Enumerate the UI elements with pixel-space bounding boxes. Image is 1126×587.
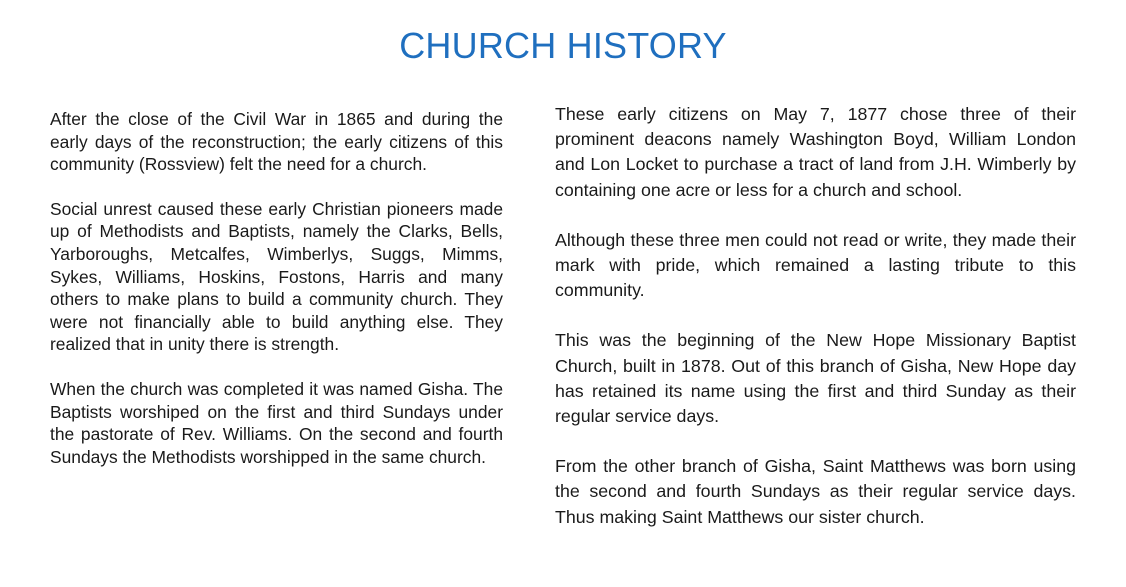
page-title: CHURCH HISTORY xyxy=(399,25,727,66)
right-column xyxy=(555,102,1076,555)
paragraph-church-completed: When the church was completed it was named Gisha. The Baptists worshiped on the first and third Sundays under the pastorate of Rev. Williams. On the second and fourth Sundays the Methodists worshipped in the same church. xyxy=(50,378,503,467)
paragraph-saint-matthews: From the other branch of Gisha, Saint Matthews was born using the second and fourth Sundays as their regular service days. Thus making Saint Matthews our sister church. xyxy=(555,456,1076,527)
left-column xyxy=(50,108,503,490)
paragraph-social-unrest: Social unrest caused these early Christian pioneers made up of Methodists and Baptists, namely the Clarks, Bells, Yarboroughs, Metcalfes, Wimberlys, Suggs, Mimms, Sykes, Williams, Hoskins, Fostons, Harris and many others to make plans to build a community church. They were not financially able to build anything else. They realized that in unity there is strength. xyxy=(50,198,503,355)
paragraph-new-hope: This was the beginning of the New Hope Missionary Baptist Church, built in 1878. Out of this branch of Gisha, New Hope day has retained its name using the first and third Sunday as their regular service days. xyxy=(555,330,1076,427)
paragraph-made-their-mark: Although these three men could not read or write, they made their mark with pride, which remained a lasting tribute to this community. xyxy=(555,229,1076,301)
paragraph-land-purchase: These early citizens on May 7, 1877 chose three of their prominent deacons namely Washington Boyd, William London and Lon Locket to purchase a tract of land from J.H. Wimberly by containing one acre or less for a church and school. xyxy=(555,104,1076,200)
paragraph-civil-war: After the close of the Civil War in 1865 and during the early days of the reconstruction; the early citizens of this community (Rossview) felt the need for a church. xyxy=(50,109,503,175)
